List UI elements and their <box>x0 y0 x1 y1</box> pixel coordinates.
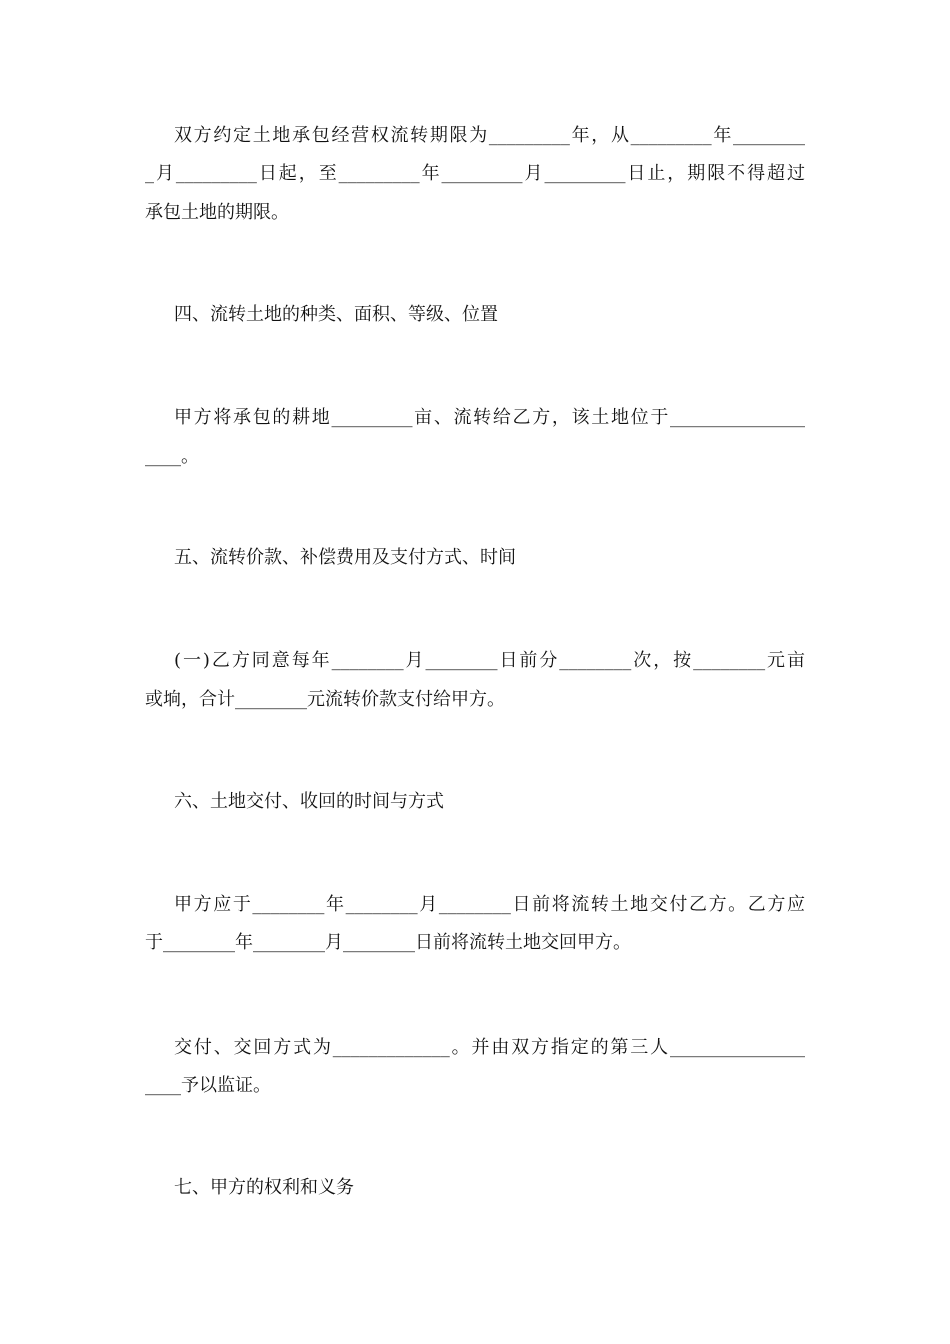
section-six-heading: 六、土地交付、收回的时间与方式 <box>174 791 444 812</box>
section-five-heading: 五、流转价款、补偿费用及支付方式、时间 <box>174 547 516 568</box>
section-seven-heading: 七、甲方的权利和义务 <box>174 1177 354 1198</box>
term-paragraph-line-3: 承包土地的期限。 <box>145 202 289 223</box>
delivery-paragraph-line-1: 甲方应于________年________月________日前将流转土地交付乙方。乙方应 <box>174 894 805 915</box>
witness-paragraph-line-1: 交付、交回方式为_____________。并由双方指定的第三人_______________ <box>174 1037 805 1058</box>
term-paragraph-line-2: _月_________日起，至_________年_________月_________日止，期限不得超过 <box>145 163 805 184</box>
section-four-heading: 四、流转土地的种类、面积、等级、位置 <box>174 304 498 325</box>
land-paragraph-line-2: ____。 <box>145 446 199 467</box>
term-paragraph-line-1: 双方约定土地承包经营权流转期限为_________年，从_________年________ <box>174 125 805 146</box>
delivery-paragraph-line-2: 于________年________月________日前将流转土地交回甲方。 <box>145 932 631 953</box>
payment-paragraph-line-1: (一)乙方同意每年________月________日前分________次，按________元亩 <box>174 650 805 671</box>
land-paragraph-line-1: 甲方将承包的耕地_________亩、流转给乙方，该土地位于_______________ <box>174 407 805 428</box>
witness-paragraph-line-2: ____予以监证。 <box>145 1075 271 1096</box>
payment-paragraph-line-2: 或垧，合计________元流转价款支付给甲方。 <box>145 689 505 710</box>
